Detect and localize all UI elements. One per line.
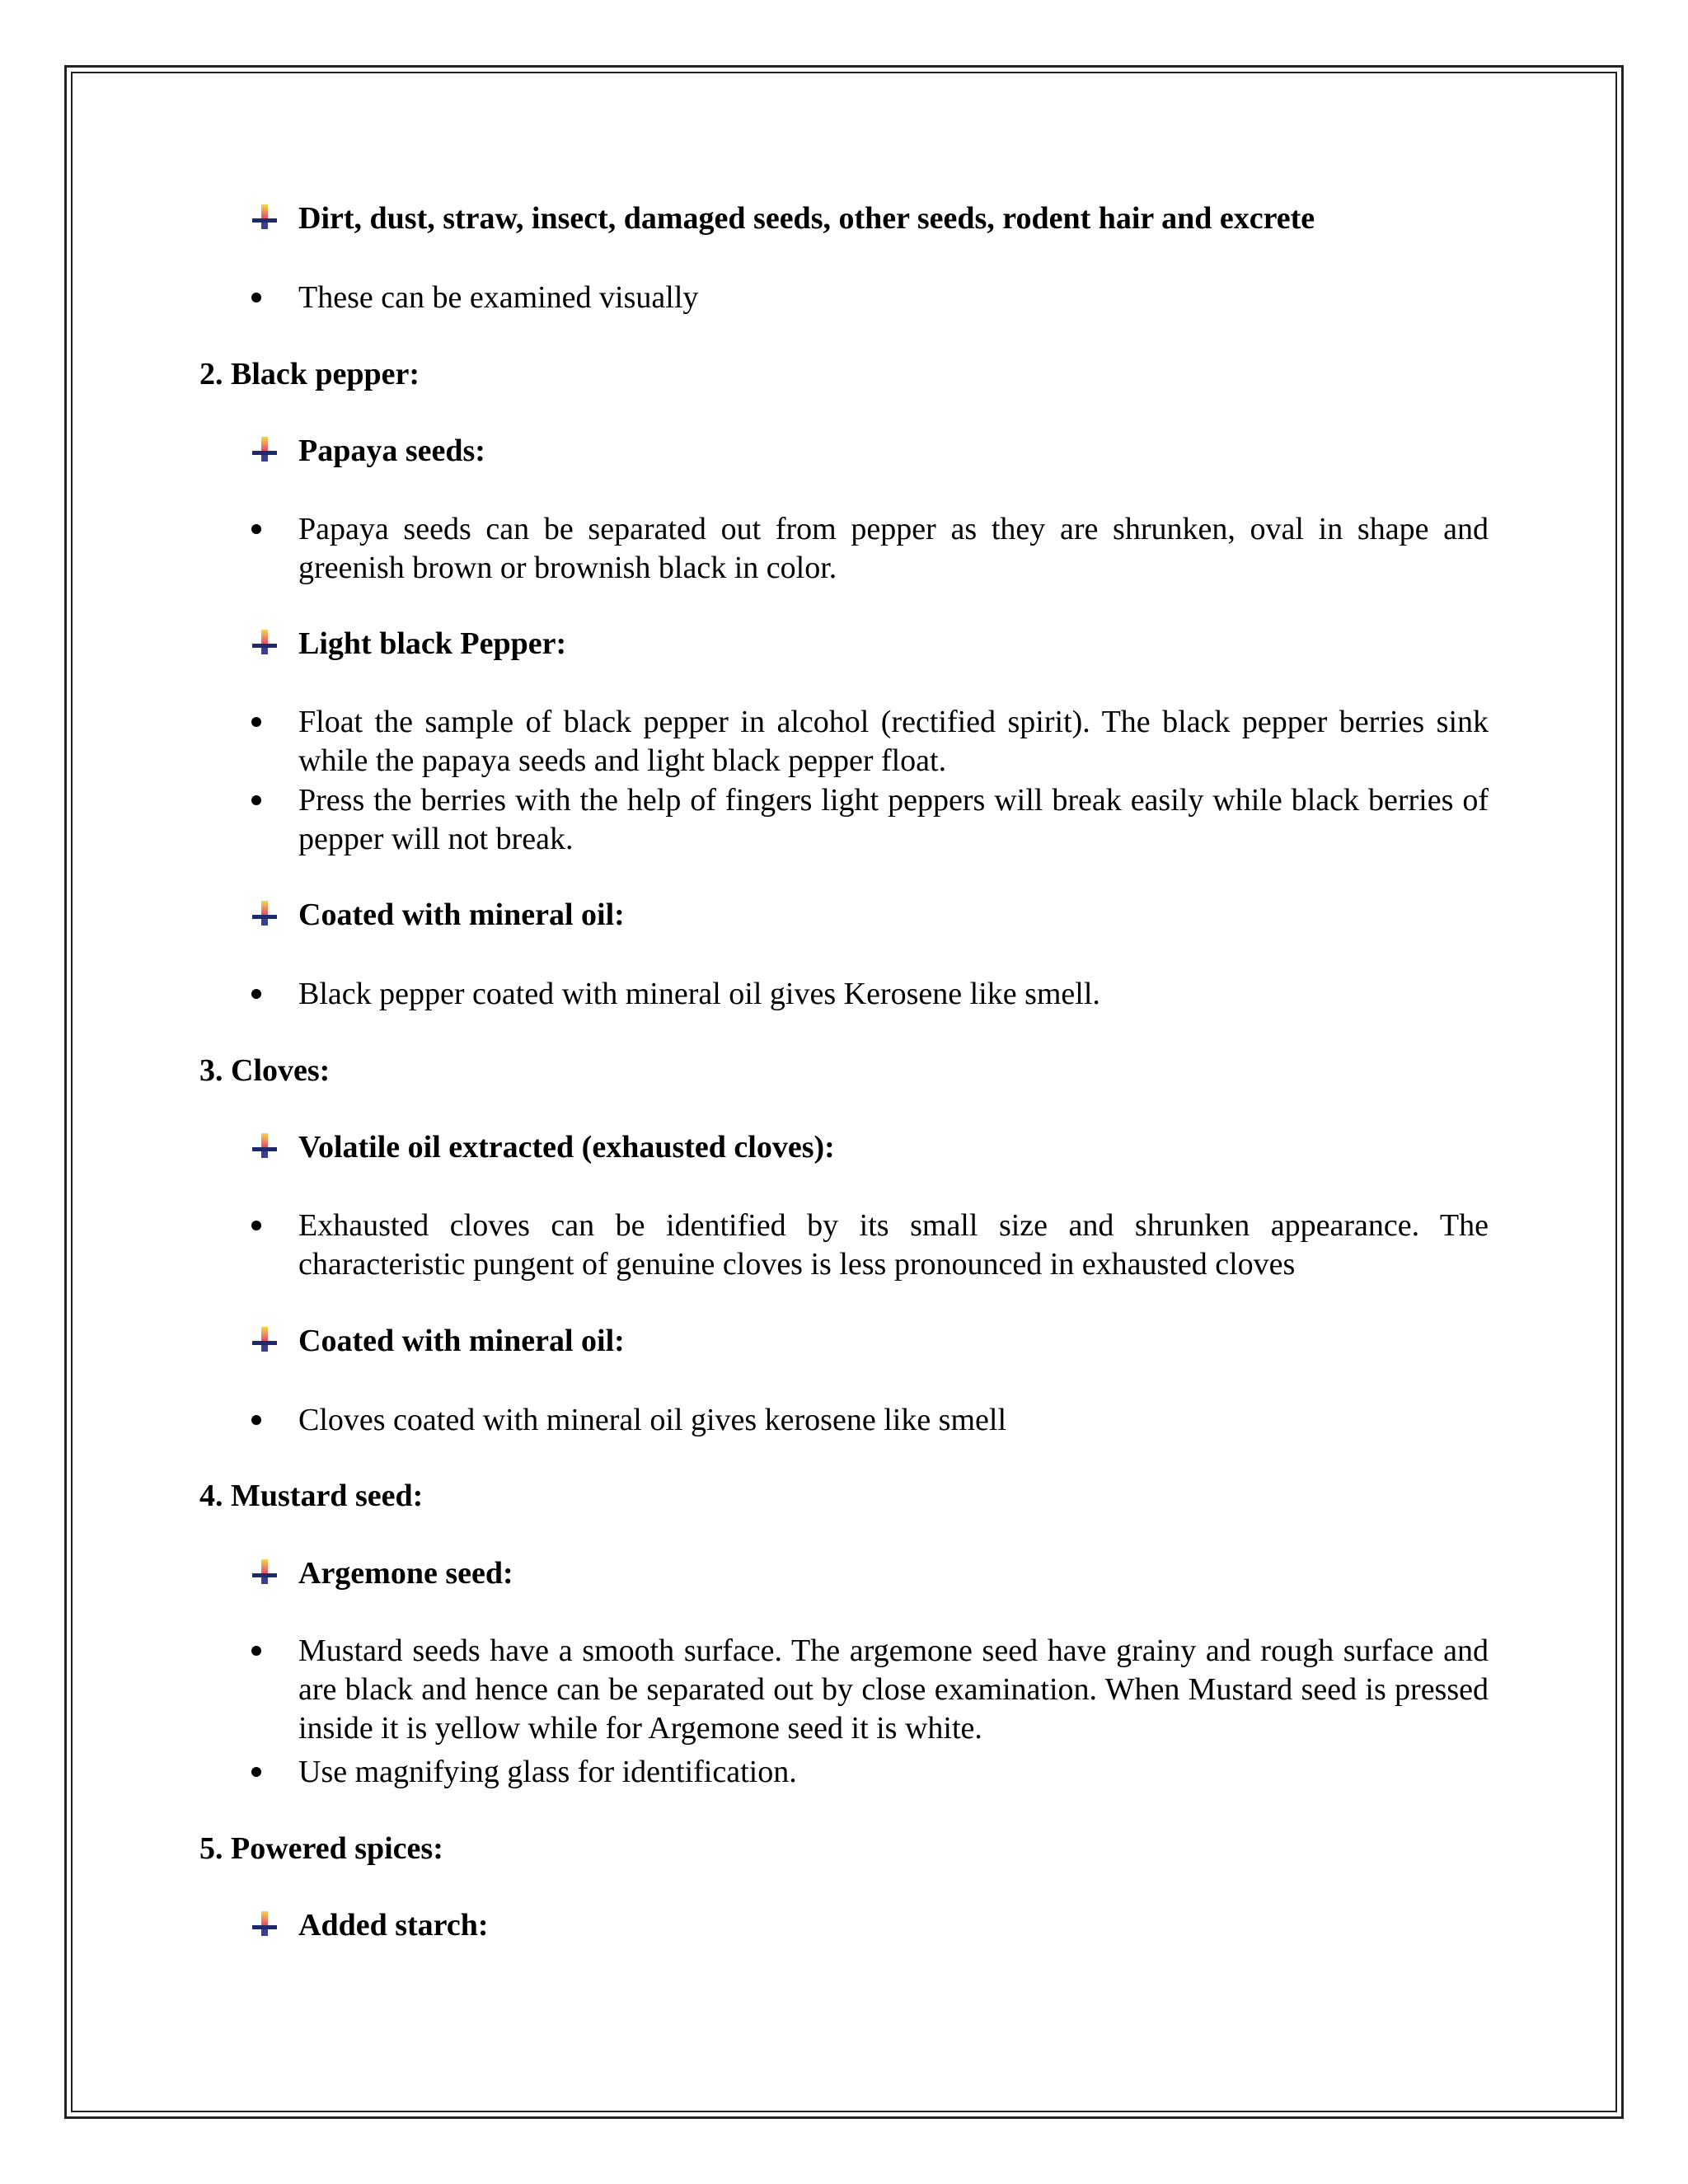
cross-marker-icon	[251, 1131, 279, 1159]
marker-lower-shade	[261, 648, 268, 654]
cross-marker-glyph	[251, 899, 279, 927]
cross-marker-icon	[251, 898, 279, 926]
subheading-papaya-seeds: Papaya seeds:	[298, 432, 485, 471]
cross-marker-icon	[251, 434, 279, 462]
bullet-item: These can be examined visually	[298, 279, 1489, 317]
cross-marker-icon	[251, 1324, 279, 1352]
marker-horizontal-bar	[252, 1925, 277, 1929]
section-heading-mustard-seed: 4. Mustard seed:	[199, 1479, 424, 1513]
bullet-item: Black pepper coated with mineral oil gives Kerosene like smell.	[298, 975, 1489, 1014]
marker-lower-shade	[261, 1577, 268, 1584]
marker-horizontal-bar	[252, 1341, 277, 1345]
cross-marker-icon	[251, 1909, 279, 1937]
cross-marker-glyph	[251, 1910, 279, 1938]
subheading-volatile-oil: Volatile oil extracted (exhausted cloves):	[298, 1128, 835, 1167]
subheading-dirt-dust: Dirt, dust, straw, insect, damaged seeds, other seeds, rodent hair and excrete	[298, 199, 1315, 238]
marker-horizontal-bar	[252, 218, 277, 223]
marker-horizontal-bar	[252, 644, 277, 648]
section-heading-cloves: 3. Cloves:	[199, 1053, 331, 1088]
cross-marker-icon	[251, 627, 279, 655]
marker-lower-shade	[261, 1151, 268, 1158]
bullet-item: Press the berries with the help of fingers light peppers will break easily while black berries of pepper will not break.	[298, 781, 1489, 859]
section-heading-black-pepper: 2. Black pepper:	[199, 357, 420, 391]
marker-lower-shade	[261, 455, 268, 462]
marker-horizontal-bar	[252, 1147, 277, 1151]
marker-horizontal-bar	[252, 451, 277, 455]
cross-marker-glyph	[251, 203, 279, 231]
subheading-argemone-seed: Argemone seed:	[298, 1554, 513, 1593]
bullet-item: Papaya seeds can be separated out from pepper as they are shrunken, oval in shape and greenish brown or brownish black in color.	[298, 510, 1489, 588]
marker-lower-shade	[261, 223, 268, 229]
cross-marker-icon	[251, 1557, 279, 1585]
bullet-item: Mustard seeds have a smooth surface. The argemone seed have grainy and rough surface and are black and hence can be separated out by close examination. When Mustard seed is pressed inside it is yellow while for Argemone seed it is white.	[298, 1632, 1489, 1748]
marker-horizontal-bar	[252, 915, 277, 919]
cross-marker-glyph	[251, 1558, 279, 1586]
bullet-item: Use magnifying glass for identification.	[298, 1753, 1489, 1792]
marker-lower-shade	[261, 1345, 268, 1352]
subheading-light-black-pepper: Light black Pepper:	[298, 625, 566, 663]
subheading-added-starch: Added starch:	[298, 1906, 489, 1945]
cross-marker-glyph	[251, 1132, 279, 1160]
cross-marker-glyph	[251, 628, 279, 656]
cross-marker-glyph	[251, 1325, 279, 1353]
section-heading-powered-spices: 5. Powered spices:	[199, 1831, 443, 1866]
marker-lower-shade	[261, 919, 268, 926]
marker-horizontal-bar	[252, 1573, 277, 1577]
subheading-coated-mineral-oil: Coated with mineral oil:	[298, 1322, 625, 1361]
marker-lower-shade	[261, 1929, 268, 1936]
subheading-coated-mineral-oil: Coated with mineral oil:	[298, 896, 625, 935]
bullet-item: Exhausted cloves can be identified by its small size and shrunken appearance. The characteristic pungent of genuine cloves is less pronounced in exhausted cloves	[298, 1207, 1489, 1284]
cross-marker-glyph	[251, 435, 279, 463]
bullet-item: Float the sample of black pepper in alcohol (rectified spirit). The black pepper berries sink while the papaya seeds and light black pepper float.	[298, 703, 1489, 780]
cross-marker-icon	[251, 202, 279, 230]
bullet-item: Cloves coated with mineral oil gives kerosene like smell	[298, 1401, 1489, 1440]
